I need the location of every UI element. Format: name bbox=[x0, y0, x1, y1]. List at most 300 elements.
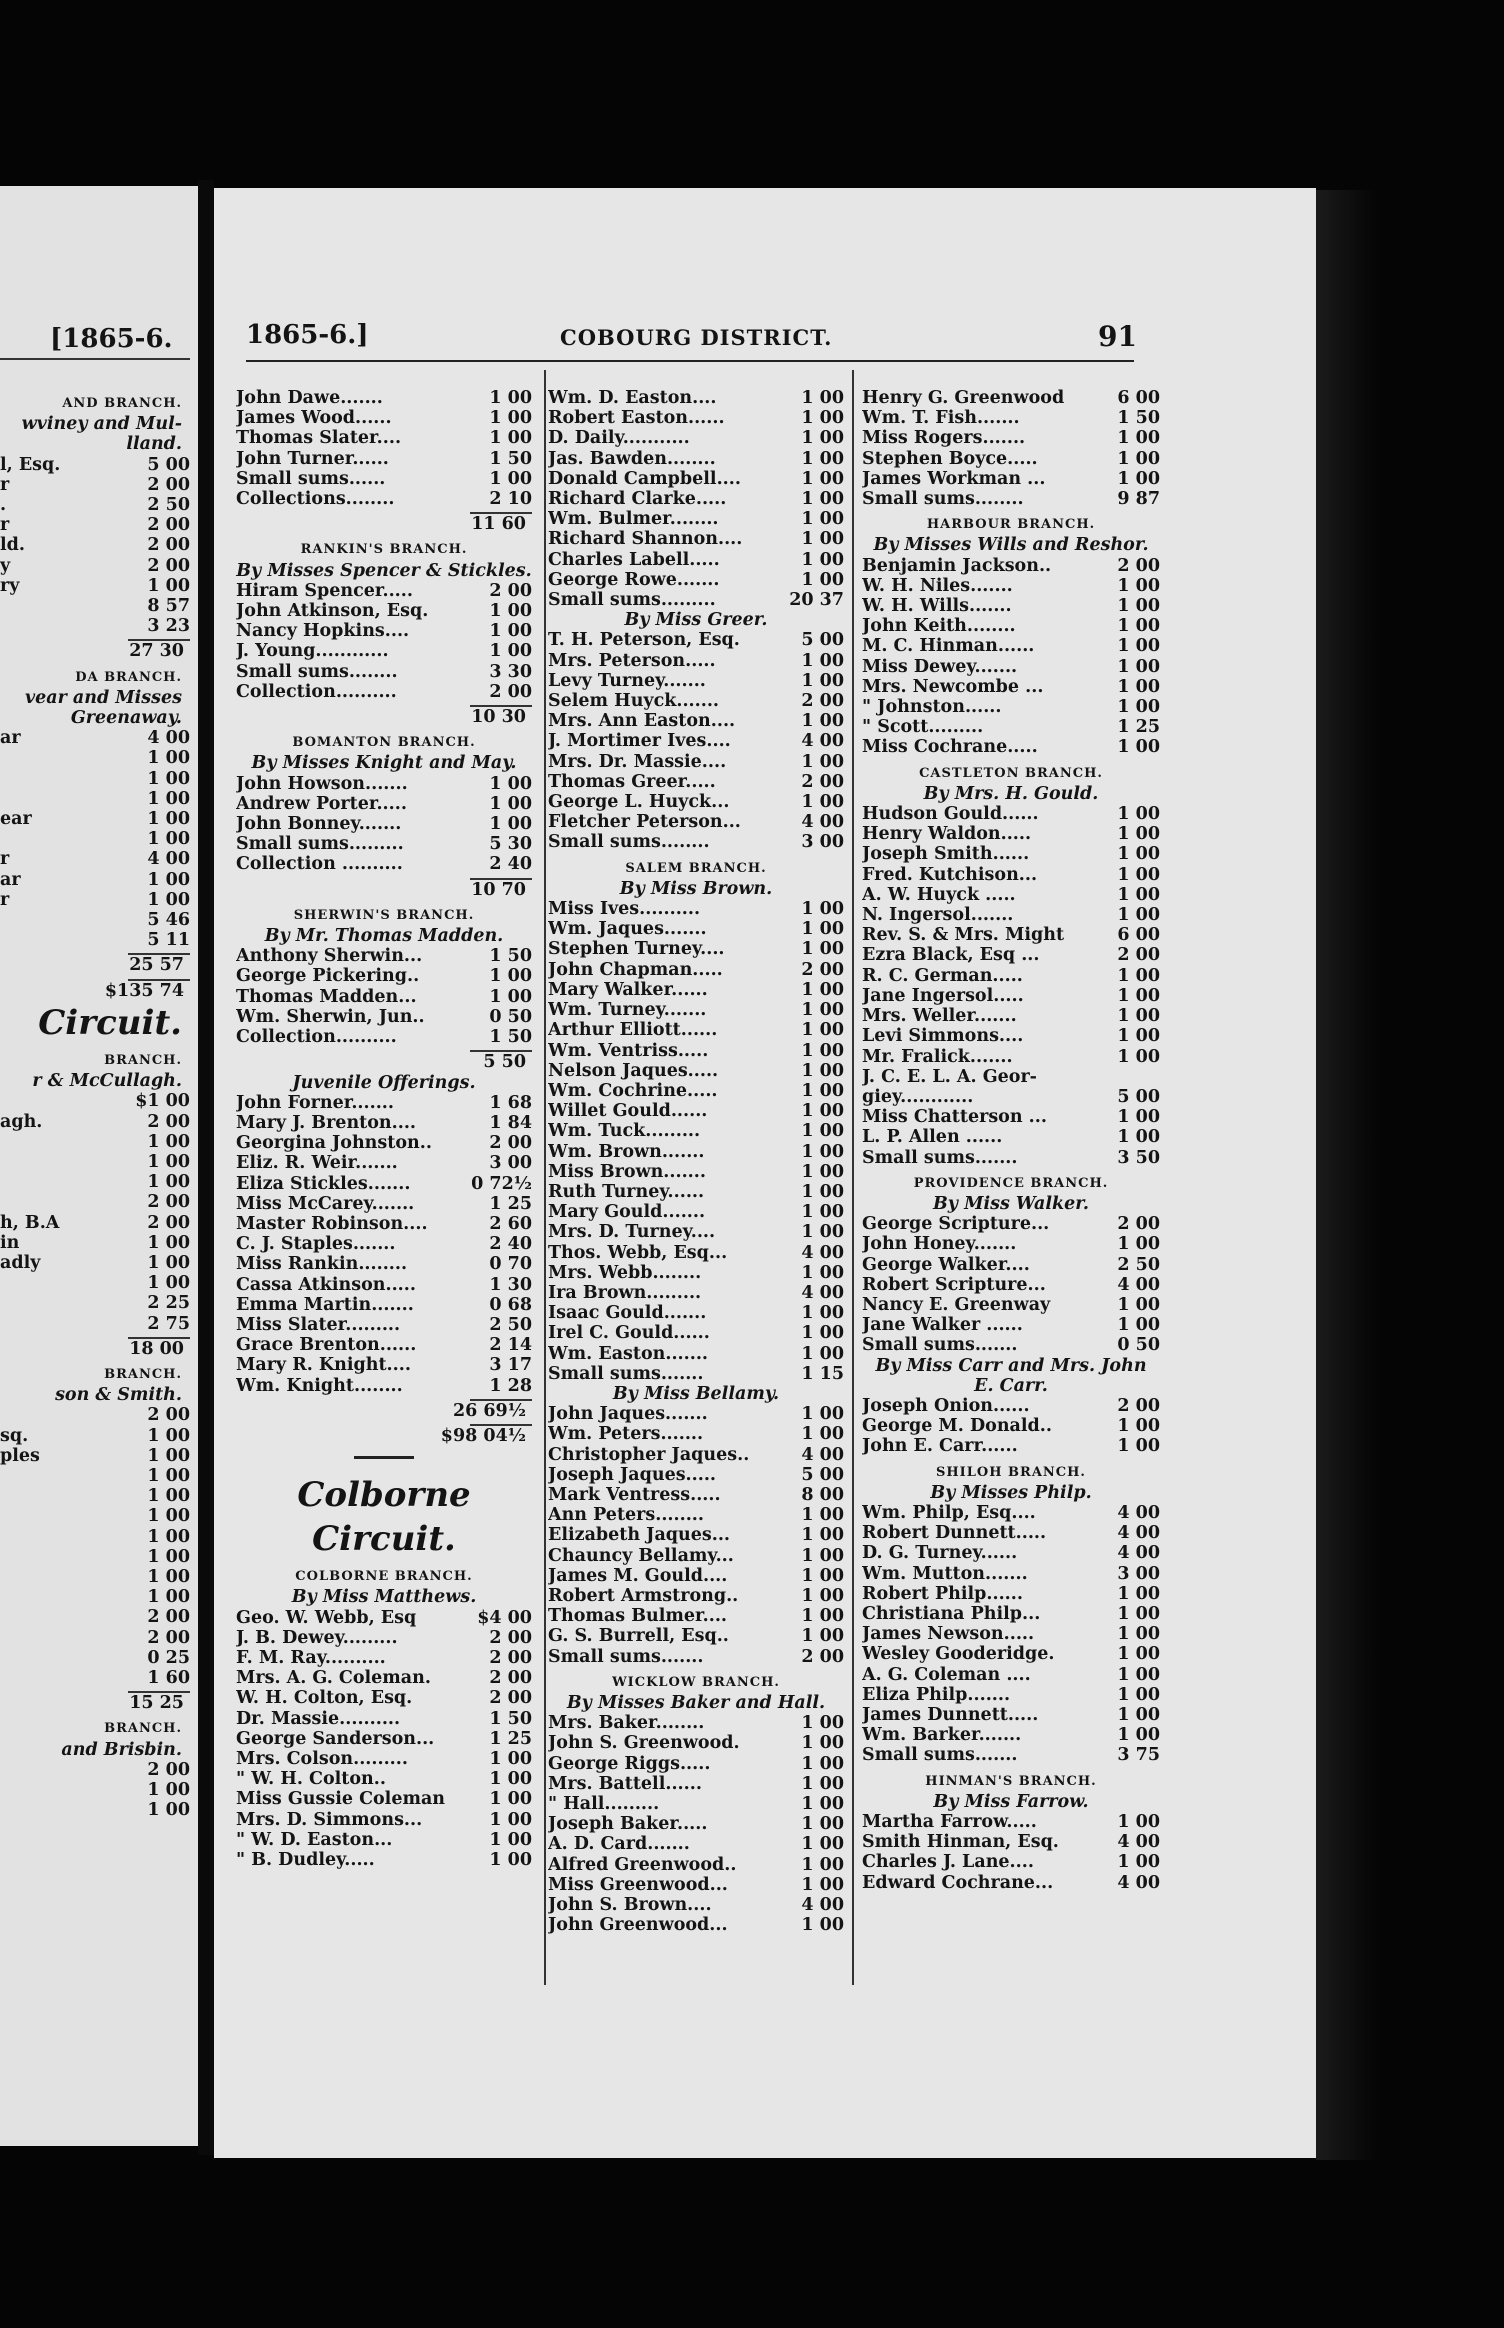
subscriber-row bbox=[548, 509, 844, 529]
subscriber-name: D. G. Turney...... bbox=[862, 1543, 1018, 1564]
subscriber-name: Henry G. Greenwood bbox=[862, 388, 1065, 408]
subscriber-name: Miss Brown....... bbox=[548, 1161, 706, 1182]
subscriber-row bbox=[548, 671, 844, 691]
amount: 1 00 bbox=[489, 468, 532, 489]
amount: 5 46 bbox=[147, 910, 190, 931]
amount: 1 00 bbox=[147, 1252, 190, 1273]
amount: 1 00 bbox=[801, 1753, 844, 1774]
subscriber-row bbox=[0, 1607, 190, 1627]
subscriber-row bbox=[862, 1234, 1160, 1254]
subscriber-name-fragment: r bbox=[0, 849, 10, 870]
subscriber-name: Eliza Stickles....... bbox=[236, 1173, 411, 1194]
subscriber-row bbox=[0, 1486, 190, 1506]
subscriber-name: Isaac Gould....... bbox=[548, 1303, 707, 1324]
subscriber-row bbox=[548, 832, 844, 852]
subscriber-row bbox=[0, 1506, 190, 1526]
amount: 1 00 bbox=[801, 1303, 844, 1324]
subscriber-name-fragment bbox=[0, 1780, 128, 1800]
amount: 1 00 bbox=[801, 1121, 844, 1142]
subscriber-row bbox=[548, 1855, 844, 1875]
amount: 2 00 bbox=[147, 555, 190, 576]
subscriber-row bbox=[862, 1705, 1160, 1725]
subscriber-row bbox=[0, 829, 190, 849]
subscriber-name-fragment bbox=[0, 1192, 128, 1212]
amount: 3 17 bbox=[489, 1355, 532, 1376]
collector-line: By Miss Farrow. bbox=[933, 1791, 1089, 1812]
subscriber-name: Miss Slater......... bbox=[236, 1314, 401, 1335]
subscriber-row bbox=[548, 1754, 844, 1774]
subscriber-name: A. D. Card....... bbox=[548, 1834, 690, 1855]
subscriber-name-fragment: sq. bbox=[0, 1425, 29, 1446]
collector-line: E. Carr. bbox=[974, 1375, 1048, 1396]
branch-title: SHILOH BRANCH. bbox=[936, 1464, 1086, 1480]
amount: 3 23 bbox=[147, 616, 190, 637]
subscriber-name: Wm. Cochrine..... bbox=[548, 1080, 718, 1101]
amount: 1 00 bbox=[1117, 1852, 1160, 1873]
subscriber-name: George Walker.... bbox=[862, 1254, 1030, 1275]
subscriber-row bbox=[236, 1113, 532, 1133]
subscriber-name: Mrs. Webb........ bbox=[548, 1262, 702, 1283]
subscriber-name-fragment bbox=[0, 1466, 128, 1486]
subscriber-name: Nancy E. Greenway bbox=[862, 1294, 1051, 1315]
subscriber-name-fragment bbox=[0, 1486, 128, 1506]
subscriber-row bbox=[862, 1315, 1160, 1335]
subscriber-row bbox=[236, 1194, 532, 1214]
amount: 3 30 bbox=[489, 661, 532, 682]
subscriber-name: Elizabeth Jaques... bbox=[548, 1525, 731, 1546]
amount: $4 00 bbox=[477, 1607, 532, 1628]
page-edge bbox=[1316, 190, 1376, 2160]
subscriber-row bbox=[0, 1426, 190, 1446]
subscriber-name: Anthony Sherwin... bbox=[236, 946, 423, 967]
subscriber-name-fragment bbox=[0, 1273, 128, 1293]
subscriber-name: Small sums....... bbox=[548, 1363, 704, 1384]
subscriber-name: Robert Dunnett..... bbox=[862, 1523, 1047, 1544]
subscriber-name-fragment: h, B.A bbox=[0, 1212, 60, 1233]
amount: 2 00 bbox=[147, 1607, 190, 1628]
amount: 1 00 bbox=[801, 1525, 844, 1546]
subscriber-name: Wm. T. Fish....... bbox=[862, 408, 1020, 429]
amount: 1 00 bbox=[1117, 448, 1160, 469]
subscriber-name: Miss Chatterson ... bbox=[862, 1107, 1047, 1128]
subscriber-row bbox=[548, 408, 844, 428]
subscriber-name: Martha Farrow..... bbox=[862, 1812, 1037, 1833]
subscriber-name-fragment bbox=[0, 1405, 128, 1425]
subscriber-name: Wm. Mutton....... bbox=[862, 1563, 1028, 1584]
amount: 5 00 bbox=[1117, 1086, 1160, 1107]
subscriber-name: Grace Brenton...... bbox=[236, 1335, 417, 1356]
branch-title: SHERWIN'S BRANCH. bbox=[293, 907, 475, 923]
subscriber-name: Small sums....... bbox=[862, 1745, 1018, 1766]
subscriber-name: Cassa Atkinson..... bbox=[236, 1274, 416, 1295]
subscriber-name: Georgina Johnston.. bbox=[236, 1133, 432, 1154]
amount: 20 37 bbox=[789, 590, 844, 611]
subscriber-row bbox=[236, 1093, 532, 1113]
subscriber-row bbox=[862, 1852, 1160, 1872]
subscriber-row bbox=[236, 1749, 532, 1769]
subscriber-name: Joseph Onion...... bbox=[862, 1395, 1030, 1416]
amount: 1 00 bbox=[801, 1080, 844, 1101]
subscriber-row bbox=[236, 1295, 532, 1315]
subscriber-name-fragment bbox=[0, 1152, 128, 1172]
subscriber-row bbox=[862, 1665, 1160, 1685]
subscriber-name: " Scott......... bbox=[862, 717, 984, 738]
amount: 1 50 bbox=[489, 1027, 532, 1048]
subscriber-name-fragment: adly bbox=[0, 1252, 41, 1273]
subscriber-row bbox=[0, 1172, 190, 1192]
amount: 1 00 bbox=[801, 711, 844, 732]
subscriber-name-fragment bbox=[0, 1567, 128, 1587]
circuit-title: Circuit. bbox=[38, 1002, 182, 1043]
subscriber-row bbox=[0, 1253, 190, 1273]
subscriber-row bbox=[862, 576, 1160, 596]
amount bbox=[1098, 1067, 1160, 1087]
subscriber-name: John Keith........ bbox=[862, 616, 1016, 637]
amount: 4 00 bbox=[801, 812, 844, 833]
subscriber-row bbox=[0, 1233, 190, 1253]
amount: 1 00 bbox=[801, 1626, 844, 1647]
subscriber-row bbox=[548, 570, 844, 590]
branch-title: COLBORNE BRANCH. bbox=[295, 1569, 473, 1585]
column-divider-2 bbox=[852, 370, 854, 1985]
subscriber-row bbox=[236, 1648, 532, 1668]
subscriber-row bbox=[548, 1283, 844, 1303]
subscriber-row bbox=[0, 475, 190, 495]
subscriber-row bbox=[236, 1355, 532, 1375]
subscriber-name: Levy Turney....... bbox=[548, 670, 706, 691]
subscriber-name-fragment bbox=[0, 596, 128, 616]
amount: 1 00 bbox=[1117, 596, 1160, 617]
subscriber-row bbox=[862, 636, 1160, 656]
subscriber-name: Mrs. D. Turney.... bbox=[548, 1222, 716, 1243]
column-3 bbox=[862, 388, 1160, 1893]
subscriber-row bbox=[548, 1182, 844, 1202]
subscriber-row bbox=[548, 489, 844, 509]
subscriber-row bbox=[236, 449, 532, 469]
subscriber-row bbox=[862, 885, 1160, 905]
subscriber-name: Dr. Massie.......... bbox=[236, 1708, 401, 1729]
subscriber-row bbox=[548, 1061, 844, 1081]
subscriber-name: John Forner....... bbox=[236, 1092, 394, 1113]
subscriber-name: John Honey....... bbox=[862, 1234, 1017, 1255]
branch-heading-fragment: BRANCH. bbox=[104, 1366, 182, 1382]
amount: 1 00 bbox=[801, 1040, 844, 1061]
subscriber-name: Mrs. A. G. Coleman. bbox=[236, 1668, 431, 1689]
subscriber-name-fragment bbox=[0, 1091, 128, 1111]
amount: 1 00 bbox=[1117, 1583, 1160, 1604]
amount: 1 00 bbox=[801, 1606, 844, 1627]
amount: 5 00 bbox=[801, 630, 844, 651]
subtotal-amount: 11 60 bbox=[471, 514, 526, 535]
subscriber-name-fragment: agh. bbox=[0, 1111, 43, 1132]
subscriber-row bbox=[862, 1275, 1160, 1295]
subscriber-row bbox=[548, 1101, 844, 1121]
subscriber-row bbox=[236, 946, 532, 966]
amount: 2 75 bbox=[147, 1313, 190, 1334]
amount: 3 50 bbox=[1117, 1147, 1160, 1168]
subscriber-row bbox=[236, 1769, 532, 1789]
subtotal bbox=[0, 639, 190, 661]
subscriber-row bbox=[548, 1202, 844, 1222]
amount: 1 00 bbox=[1117, 656, 1160, 677]
subscriber-row bbox=[236, 662, 532, 682]
subscriber-name-fragment: in bbox=[0, 1232, 20, 1253]
subscriber-name: Miss Rogers....... bbox=[862, 428, 1026, 449]
amount: 1 68 bbox=[489, 1092, 532, 1113]
subscriber-name: Charles J. Lane.... bbox=[862, 1852, 1034, 1873]
amount: 1 00 bbox=[801, 919, 844, 940]
amount: 2 50 bbox=[1117, 1254, 1160, 1275]
subscriber-row bbox=[0, 1132, 190, 1152]
collector-line: Juvenile Offerings. bbox=[292, 1072, 476, 1093]
amount: 2 40 bbox=[489, 1234, 532, 1255]
subscriber-row bbox=[862, 1026, 1160, 1046]
subscriber-row bbox=[862, 1873, 1160, 1893]
subscriber-row bbox=[236, 1133, 532, 1153]
subscriber-name: " Hall......... bbox=[548, 1794, 660, 1815]
subscriber-row bbox=[548, 1713, 844, 1733]
subscriber-name: Small sums...... bbox=[236, 468, 386, 489]
amount: 4 00 bbox=[1117, 1523, 1160, 1544]
subscriber-row bbox=[236, 1376, 532, 1396]
amount: 1 00 bbox=[801, 751, 844, 772]
subscriber-name-fragment: y bbox=[0, 555, 11, 576]
subtotal bbox=[236, 705, 532, 727]
amount: 4 00 bbox=[801, 1282, 844, 1303]
subscriber-row bbox=[236, 469, 532, 489]
subscriber-name: Wesley Gooderidge. bbox=[862, 1644, 1055, 1665]
subscriber-name: James Dunnett..... bbox=[862, 1705, 1039, 1725]
amount: 2 40 bbox=[489, 854, 532, 875]
collector-line: By Miss Walker. bbox=[933, 1193, 1089, 1214]
subscriber-row bbox=[0, 1091, 190, 1111]
section-rule bbox=[354, 1456, 414, 1459]
subscriber-name-fragment bbox=[0, 616, 128, 636]
subscriber-name: Thomas Greer..... bbox=[548, 771, 716, 792]
subscriber-row bbox=[548, 1774, 844, 1794]
subscriber-name: Richard Clarke..... bbox=[548, 489, 727, 510]
subscriber-name: Robert Scripture... bbox=[862, 1274, 1046, 1295]
subscriber-row bbox=[548, 731, 844, 751]
amount: 1 00 bbox=[801, 408, 844, 429]
subscriber-name: Miss McCarey....... bbox=[236, 1193, 415, 1214]
subscriber-name: Collection .......... bbox=[236, 854, 403, 875]
amount: 1 00 bbox=[1117, 575, 1160, 596]
amount: 3 00 bbox=[801, 832, 844, 853]
subscriber-name: A. G. Coleman .... bbox=[862, 1664, 1031, 1685]
amount: 0 50 bbox=[489, 1006, 532, 1027]
subscriber-row bbox=[236, 1850, 532, 1870]
subscriber-row bbox=[862, 449, 1160, 469]
subscriber-row bbox=[548, 1525, 844, 1545]
subscriber-name: John Greenwood... bbox=[548, 1915, 728, 1936]
amount: 1 28 bbox=[489, 1375, 532, 1396]
subscriber-row bbox=[548, 651, 844, 671]
branch-heading-fragment: son & Smith. bbox=[55, 1385, 182, 1406]
amount: 2 00 bbox=[147, 515, 190, 536]
subscriber-name: Selem Huyck....... bbox=[548, 691, 720, 712]
subscriber-name-fragment bbox=[0, 829, 128, 849]
subscriber-name: Mrs. D. Simmons... bbox=[236, 1809, 423, 1830]
amount: 1 00 bbox=[1117, 965, 1160, 986]
amount: 1 00 bbox=[1117, 824, 1160, 845]
branch-title: SALEM BRANCH. bbox=[625, 860, 767, 876]
amount: 1 00 bbox=[489, 1769, 532, 1790]
amount: 1 00 bbox=[147, 889, 190, 910]
subscriber-row bbox=[548, 711, 844, 731]
subscriber-name: Joseph Smith...... bbox=[862, 844, 1030, 865]
amount: 1 00 bbox=[147, 1587, 190, 1608]
subscriber-row bbox=[236, 621, 532, 641]
subscriber-name: Eliza Philp....... bbox=[862, 1684, 1011, 1705]
amount: 1 00 bbox=[489, 1748, 532, 1769]
subscriber-name: Richard Shannon.... bbox=[548, 529, 743, 550]
subtotal-amount: $98 04½ bbox=[440, 1425, 526, 1446]
subtotal-amount: 15 25 bbox=[129, 1693, 184, 1714]
subscriber-row bbox=[862, 1624, 1160, 1644]
subscriber-name: Mrs. Peterson..... bbox=[548, 650, 716, 671]
amount: 1 00 bbox=[489, 1809, 532, 1830]
subscriber-row bbox=[548, 1465, 844, 1485]
amount: 1 00 bbox=[801, 529, 844, 550]
amount: 2 00 bbox=[801, 959, 844, 980]
subscriber-name: Thos. Webb, Esq... bbox=[548, 1242, 728, 1263]
amount: 1 00 bbox=[801, 1060, 844, 1081]
amount: 1 00 bbox=[801, 1565, 844, 1586]
amount: 1 00 bbox=[801, 670, 844, 691]
amount: 3 75 bbox=[1117, 1745, 1160, 1766]
amount: 1 00 bbox=[1117, 428, 1160, 449]
branch-heading-fragment: Greenaway. bbox=[70, 708, 182, 729]
subscriber-name-fragment bbox=[0, 1628, 128, 1648]
subscriber-row bbox=[548, 752, 844, 772]
amount: 1 00 bbox=[801, 1000, 844, 1021]
subscriber-row bbox=[0, 890, 190, 910]
subscriber-row bbox=[862, 1396, 1160, 1416]
subscriber-row bbox=[548, 1834, 844, 1854]
amount: 1 00 bbox=[801, 1404, 844, 1425]
subtotal-amount: 5 50 bbox=[483, 1052, 526, 1073]
subscriber-row bbox=[862, 1812, 1160, 1832]
subscriber-row bbox=[862, 388, 1160, 408]
subscriber-row bbox=[862, 966, 1160, 986]
subscriber-row bbox=[0, 1800, 190, 1820]
amount: 1 00 bbox=[489, 1789, 532, 1810]
subscriber-row bbox=[548, 691, 844, 711]
subscriber-name: Wm. Philp, Esq.... bbox=[862, 1502, 1036, 1523]
subscriber-name: Thomas Slater.... bbox=[236, 428, 402, 449]
amount: 1 00 bbox=[1117, 676, 1160, 697]
amount: 2 14 bbox=[489, 1335, 532, 1356]
amount: 2 50 bbox=[147, 495, 190, 516]
subscriber-name: R. C. German..... bbox=[862, 965, 1023, 986]
branch-title: WICKLOW BRANCH. bbox=[612, 1674, 780, 1690]
subscriber-name: Small sums........ bbox=[236, 661, 398, 682]
collector-line: By Misses Spencer & Stickles. bbox=[236, 560, 532, 581]
subscriber-row bbox=[862, 1436, 1160, 1456]
amount: 4 00 bbox=[1117, 1502, 1160, 1523]
subscriber-row bbox=[548, 550, 844, 570]
subscriber-row bbox=[548, 1875, 844, 1895]
amount: 1 00 bbox=[1117, 985, 1160, 1006]
subscriber-row bbox=[236, 1214, 532, 1234]
subscriber-row bbox=[548, 772, 844, 792]
subscriber-row bbox=[548, 1121, 844, 1141]
subscriber-name-fragment bbox=[0, 789, 128, 809]
subscriber-row bbox=[0, 1446, 190, 1466]
subscriber-row bbox=[862, 1685, 1160, 1705]
subscriber-row bbox=[548, 1424, 844, 1444]
branch-heading-fragment: lland. bbox=[126, 434, 182, 455]
amount: 1 00 bbox=[801, 650, 844, 671]
subtotal bbox=[236, 878, 532, 900]
subscriber-row bbox=[862, 556, 1160, 576]
subscriber-name: " Johnston...... bbox=[862, 697, 1002, 718]
subscriber-row bbox=[862, 1564, 1160, 1584]
subscriber-name: Levi Simmons.... bbox=[862, 1026, 1024, 1047]
subscriber-row bbox=[0, 1668, 190, 1688]
amount: 1 25 bbox=[489, 1193, 532, 1214]
amount: 1 00 bbox=[801, 569, 844, 590]
subscriber-row bbox=[236, 1810, 532, 1830]
amount: 1 00 bbox=[147, 809, 190, 830]
amount: 0 25 bbox=[147, 1647, 190, 1668]
subscriber-name: Emma Martin....... bbox=[236, 1294, 414, 1315]
subscriber-name: Mr. Fralick....... bbox=[862, 1046, 1013, 1067]
subscriber-name: J. Young............ bbox=[236, 641, 389, 662]
amount: 1 00 bbox=[489, 601, 532, 622]
collector-line: By Miss Bellamy. bbox=[612, 1383, 780, 1404]
subscriber-name: Miss Greenwood... bbox=[548, 1874, 728, 1895]
subscriber-row bbox=[862, 945, 1160, 965]
subscriber-name: Hudson Gould...... bbox=[862, 804, 1039, 825]
subscriber-name-fragment bbox=[0, 1760, 128, 1780]
amount: 1 00 bbox=[801, 468, 844, 489]
subscriber-row bbox=[862, 408, 1160, 428]
subscriber-row bbox=[548, 980, 844, 1000]
subscriber-row bbox=[548, 899, 844, 919]
amount: 2 00 bbox=[489, 580, 532, 601]
subscriber-row bbox=[862, 697, 1160, 717]
amount: 1 00 bbox=[147, 1546, 190, 1567]
subscriber-row bbox=[548, 469, 844, 489]
subscriber-name: Christiana Philp... bbox=[862, 1603, 1041, 1624]
amount: 2 10 bbox=[489, 489, 532, 510]
amount: 1 00 bbox=[1117, 1107, 1160, 1128]
subscriber-name: Mrs. Colson......... bbox=[236, 1748, 408, 1769]
subscriber-name: Jane Ingersol..... bbox=[862, 985, 1024, 1006]
amount: 0 70 bbox=[489, 1254, 532, 1275]
subscriber-name: John Howson....... bbox=[236, 773, 408, 794]
amount: 1 00 bbox=[147, 1172, 190, 1193]
amount: 1 00 bbox=[1117, 844, 1160, 865]
amount: 1 00 bbox=[1117, 1436, 1160, 1457]
subscriber-name: James Newson..... bbox=[862, 1624, 1035, 1645]
subscriber-name-fragment bbox=[0, 1132, 128, 1152]
previous-page-column bbox=[0, 388, 190, 1820]
amount: 1 00 bbox=[489, 408, 532, 429]
subscriber-name: John Jaques....... bbox=[548, 1404, 708, 1425]
subscriber-name: C. J. Staples....... bbox=[236, 1234, 396, 1255]
subscriber-row bbox=[548, 812, 844, 832]
branch-heading-fragment: AND BRANCH. bbox=[62, 396, 182, 411]
subscriber-row bbox=[236, 814, 532, 834]
subscriber-name: Jas. Bawden........ bbox=[548, 448, 716, 469]
subscriber-name: Eliz. R. Weir....... bbox=[236, 1153, 398, 1174]
amount: 1 00 bbox=[801, 489, 844, 510]
column-1 bbox=[236, 388, 532, 1870]
amount: 1 00 bbox=[1117, 905, 1160, 926]
